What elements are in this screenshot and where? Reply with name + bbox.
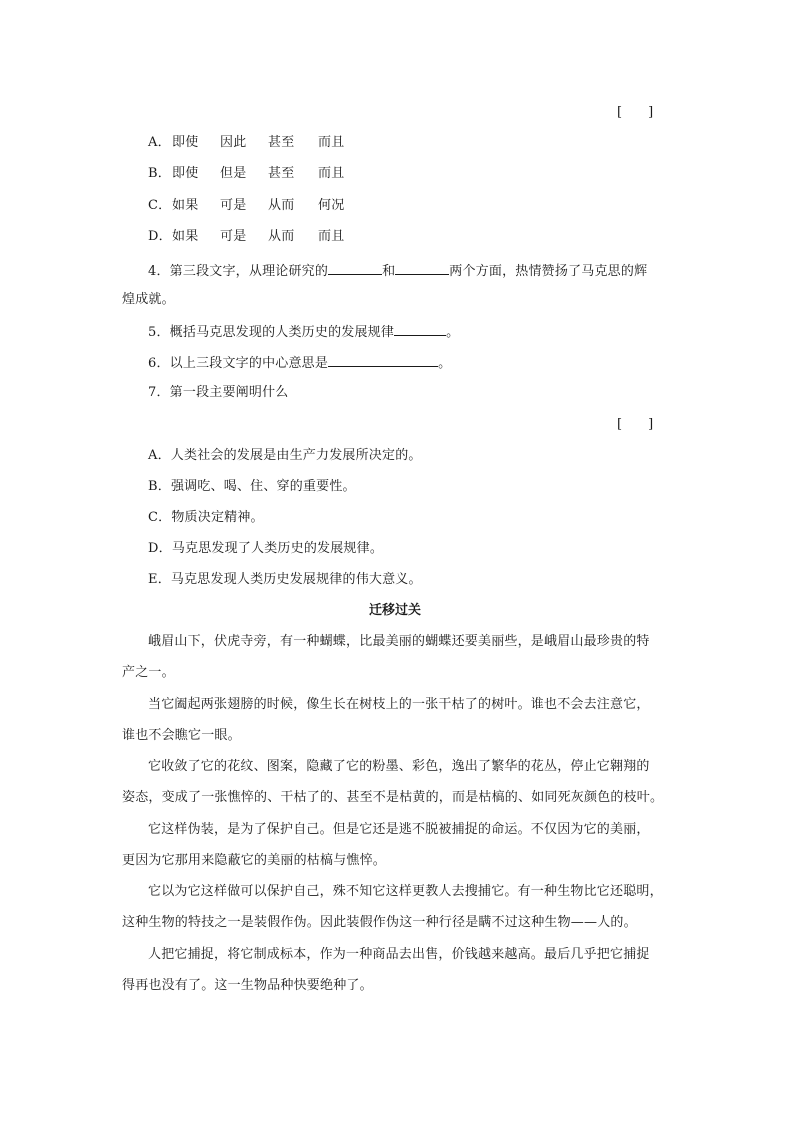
- option-word: 可是: [220, 198, 247, 213]
- q4-continuation: 煌成就。: [122, 292, 175, 307]
- option-word: 而且: [318, 166, 345, 181]
- option-letter: D．: [148, 229, 172, 244]
- option-word: 即使: [172, 166, 199, 181]
- passage-line: 它以为它这样做可以保护自己，殊不知它这样更教人去搜捕它。有一种生物比它还聪明，: [148, 884, 663, 899]
- passage-line: 这种生物的特技之一是装假作伪。因此装假作伪这一种行径是瞒不过这种生物——人的。: [122, 915, 637, 930]
- q5-text: 5．概括马克思发现的人类历史的发展规律: [148, 325, 395, 340]
- q7-option: A．人类社会的发展是由生产力发展所决定的。: [148, 448, 422, 463]
- question-6: [148, 353, 451, 373]
- question-4: [148, 261, 647, 281]
- q4-text-2: 和: [382, 264, 396, 279]
- option-word: 但是: [220, 166, 247, 181]
- option-row: [148, 165, 344, 183]
- passage-line: 当它阖起两张翅膀的时候，像生长在树枝上的一张干枯了的树叶。谁也不会去注意它，: [148, 697, 650, 712]
- passage-line: 它这样伪装，是为了保护自己。但是它还是逃不脱被捕捉的命运。不仅因为它的美丽，: [148, 822, 650, 837]
- q7-option: C．物质决定精神。: [148, 510, 264, 525]
- q7-option: E．马克思发现人类历史发展规律的伟大意义。: [148, 572, 422, 587]
- option-word: 甚至: [268, 135, 295, 150]
- option-word: 甚至: [268, 166, 295, 181]
- passage-line: 姿态，变成了一张憔悴的、干枯了的、甚至不是枯黄的，而是枯槁的、如同死灰颜色的枝叶。: [122, 790, 664, 805]
- passage-line: 人把它捕捉，将它制成标本，作为一种商品去出售，价钱越来越高。最后几乎把它捕捉: [148, 947, 650, 962]
- option-word: 如果: [172, 198, 199, 213]
- option-word: 从而: [268, 229, 295, 244]
- passage-line: 它收敛了它的花纹、图案，隐藏了它的粉墨、彩色，逸出了繁华的花丛，停止它翱翔的: [148, 759, 650, 774]
- passage-line: 峨眉山下，伏虎寺旁，有一种蝴蝶，比最美丽的蝴蝶还要美丽些，是峨眉山最珍贵的特: [148, 634, 650, 649]
- option-word: 而且: [318, 229, 345, 244]
- q7-option: D．马克思发现了人类历史的发展规律。: [148, 541, 384, 556]
- option-word: 而且: [318, 135, 345, 150]
- answer-bracket: [ ]: [617, 417, 654, 432]
- q6-end: 。: [438, 356, 452, 371]
- q6-text: 6．以上三段文字的中心意思是: [148, 356, 329, 371]
- answer-blank[interactable]: [394, 322, 446, 336]
- option-word: 可是: [220, 229, 247, 244]
- option-word: 因此: [220, 135, 247, 150]
- passage-line: 产之一。: [122, 665, 175, 680]
- answer-blank[interactable]: [328, 353, 438, 367]
- q7-option: B．强调吃、喝、住、穿的重要性。: [148, 479, 356, 494]
- answer-blank[interactable]: [395, 261, 449, 275]
- option-row: [148, 228, 344, 246]
- option-word: 何况: [318, 198, 345, 213]
- option-row: [148, 197, 344, 215]
- answer-blank[interactable]: [328, 261, 382, 275]
- option-row: [148, 134, 344, 152]
- question-5: [148, 322, 459, 342]
- option-word: 即使: [172, 135, 199, 150]
- section-title: 迁移过关: [369, 603, 422, 618]
- option-letter: C．: [148, 198, 172, 213]
- q4-text-1: 4．第三段文字，从理论研究的: [148, 264, 329, 279]
- option-letter: B．: [148, 166, 171, 181]
- answer-bracket: [ ]: [617, 105, 654, 120]
- q5-end: 。: [446, 325, 460, 340]
- passage-line: 更因为它那用来隐蔽它的美丽的枯槁与憔悴。: [122, 853, 387, 868]
- q4-text-3: 两个方面，热情赞扬了马克思的辉: [449, 264, 648, 279]
- question-7: 7．第一段主要阐明什么: [148, 385, 289, 400]
- passage-line: 谁也不会瞧它一眼。: [122, 728, 241, 743]
- option-word: 从而: [268, 198, 295, 213]
- option-word: 如果: [172, 229, 199, 244]
- option-letter: A．: [148, 135, 171, 150]
- passage-line: 得再也没有了。这一生物品种快要绝种了。: [122, 978, 373, 993]
